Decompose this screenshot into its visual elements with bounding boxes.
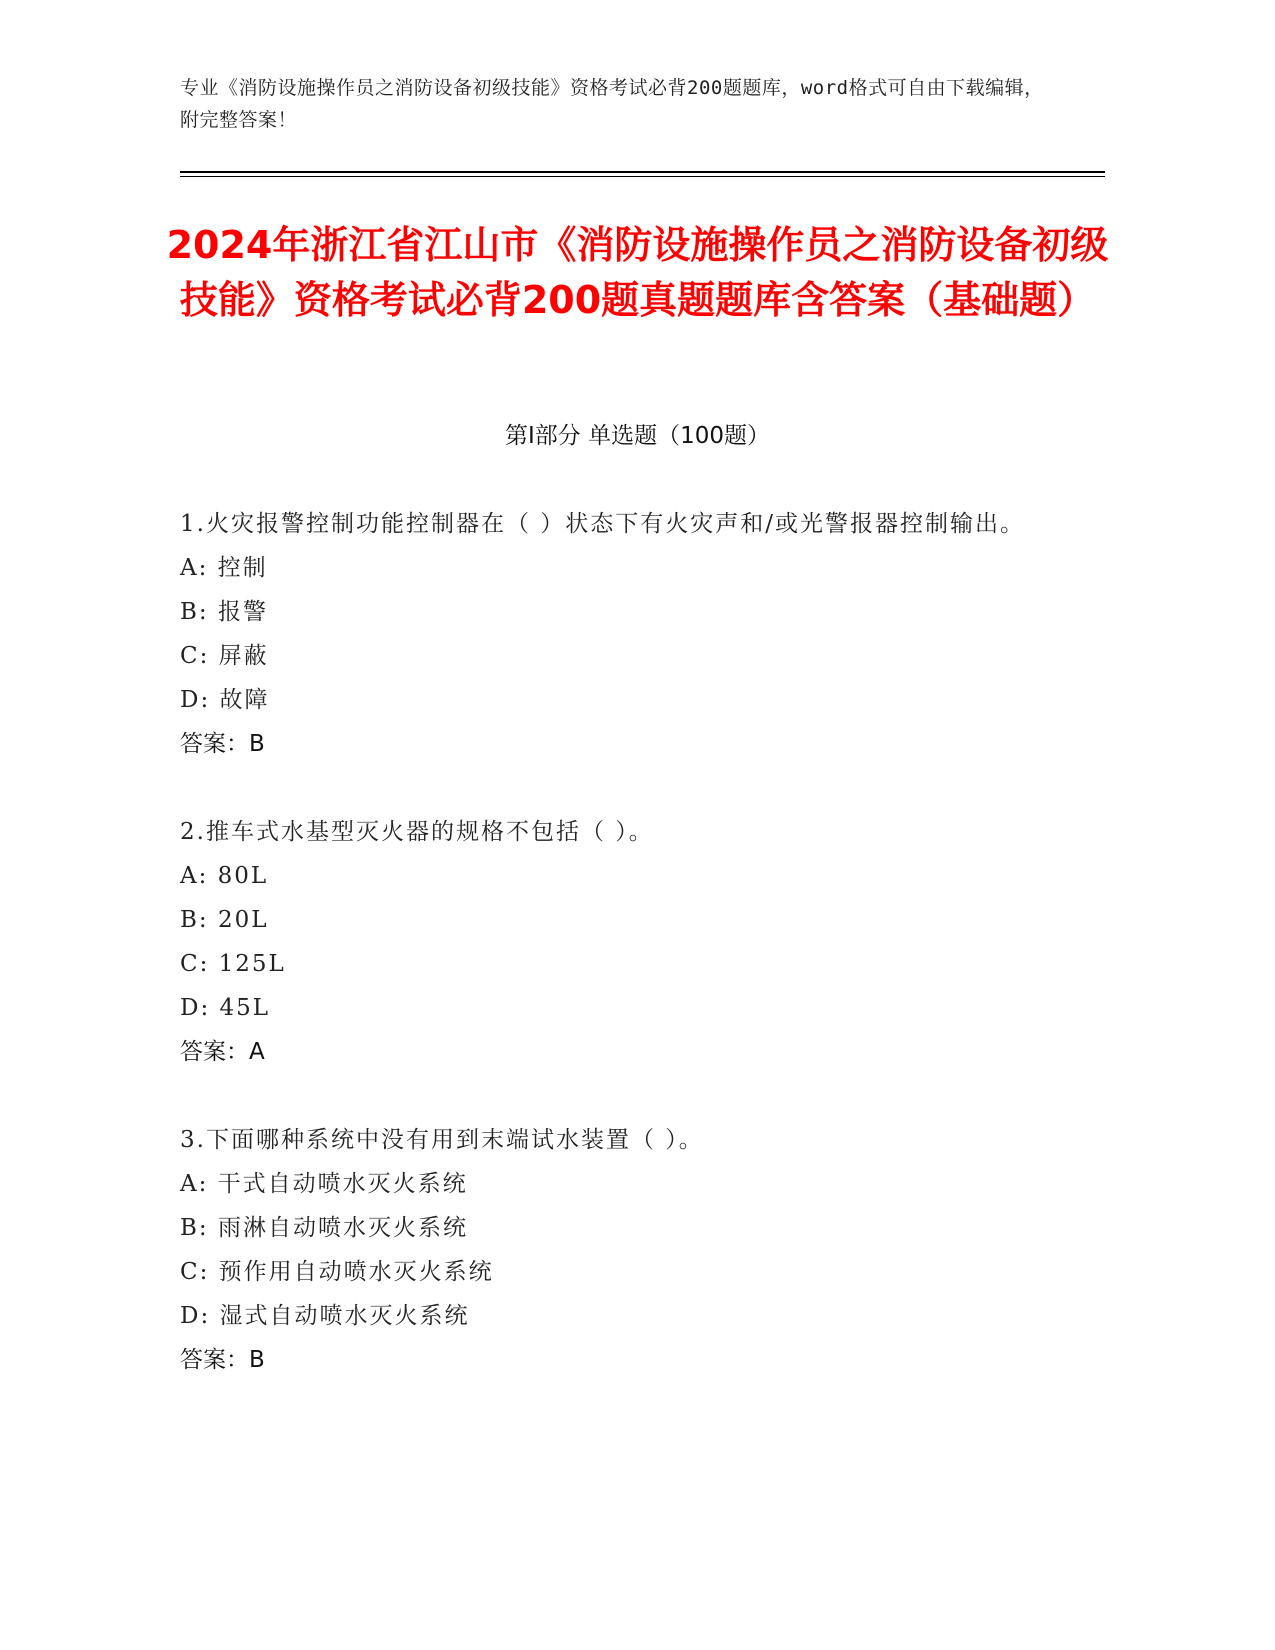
- section-heading: 第Ⅰ部分 单选题（100题）: [505, 423, 770, 449]
- option-b: B: 报警: [180, 599, 268, 625]
- answer: 答案：A: [180, 1039, 265, 1065]
- option-a: A: 80L: [180, 863, 269, 889]
- answer: 答案：B: [180, 1347, 265, 1373]
- header-divider-thick: [180, 171, 1105, 173]
- question-2: [180, 810, 1050, 1074]
- option-d: D: 45L: [180, 995, 271, 1021]
- answer: 答案：B: [180, 731, 265, 757]
- option-b: B: 雨淋自动喷水灭火系统: [180, 1215, 468, 1241]
- option-d: D: 湿式自动喷水灭火系统: [180, 1303, 470, 1329]
- header-note: 专业《消防设施操作员之消防设备初级技能》资格考试必背200题题库，word格式可自由下载编辑，附完整答案！: [180, 77, 1044, 131]
- question-3: [180, 1118, 1050, 1382]
- option-d: D: 故障: [180, 687, 270, 713]
- option-c: C: 125L: [180, 951, 286, 977]
- question-stem: 3.下面哪种系统中没有用到末端试水装置（ ）。: [180, 1127, 704, 1153]
- option-b: B: 20L: [180, 907, 269, 933]
- option-c: C: 预作用自动喷水灭火系统: [180, 1259, 494, 1285]
- option-a: A: 干式自动喷水灭火系统: [180, 1171, 468, 1197]
- header-divider-thin: [180, 176, 1105, 177]
- question-1: [180, 502, 1050, 766]
- question-list: [180, 502, 1050, 1426]
- option-c: C: 屏蔽: [180, 643, 269, 669]
- option-a: A: 控制: [180, 555, 268, 581]
- question-stem: 1.火灾报警控制功能控制器在（ ）状态下有火灾声和/或光警报器控制输出。: [180, 511, 1026, 537]
- question-stem: 2.推车式水基型灭火器的规格不包括（ ）。: [180, 819, 654, 845]
- document-title: 2024年浙江省江山市《消防设施操作员之消防设备初级技能》资格考试必背200题真题题库含答案（基础题）: [166, 223, 1109, 322]
